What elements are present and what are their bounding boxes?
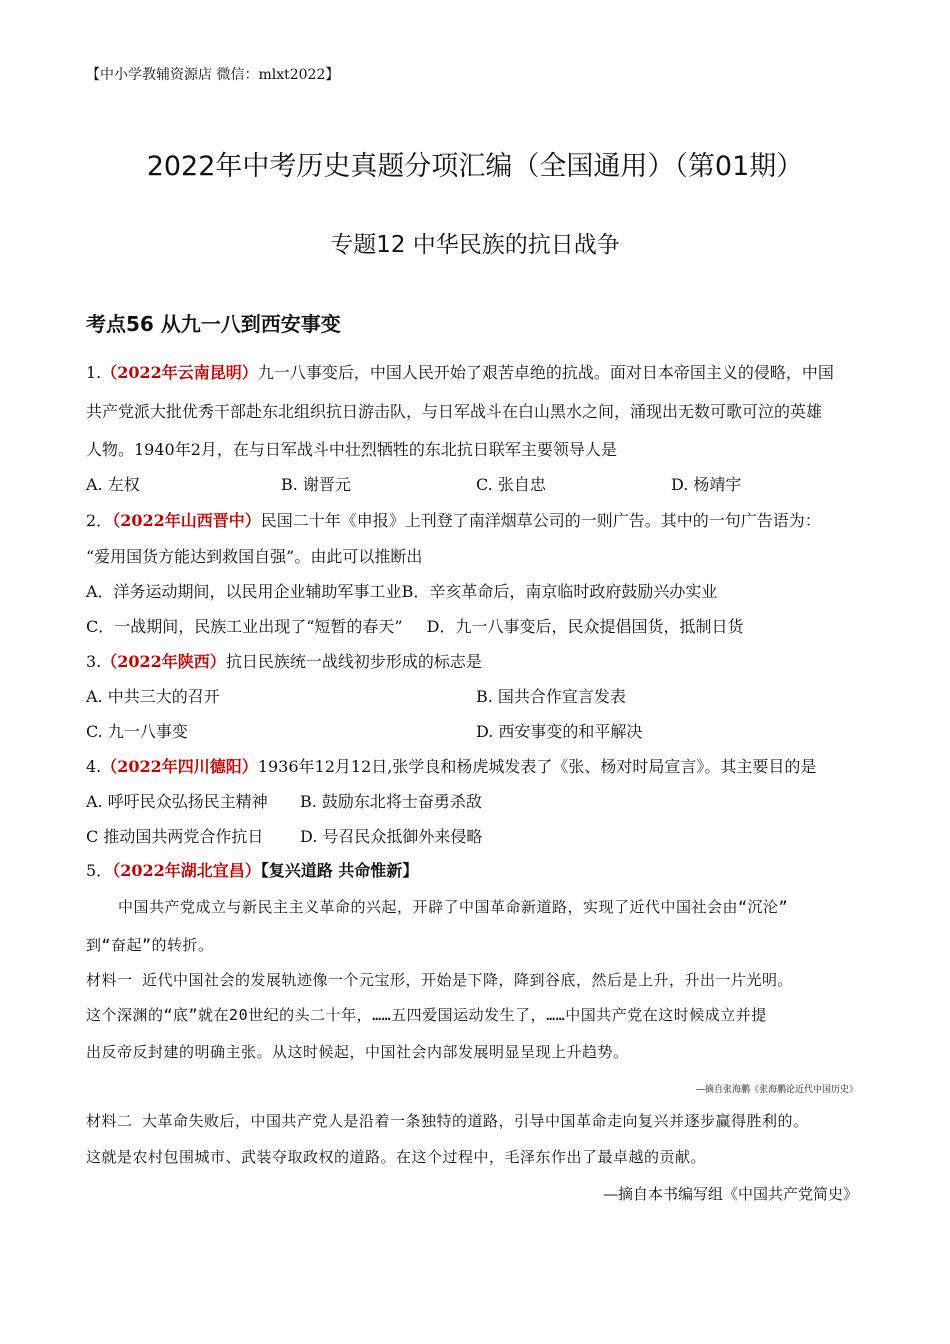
q2-option-c: C．一战期间，民族工业出现了“短暂的春天”: [86, 617, 403, 636]
q2-number: 2．: [86, 511, 113, 530]
material1-citation: —摘自张海鹏《张海鹏论近代中国历史》: [695, 1085, 858, 1095]
q2-option-a: A．洋务运动期间，以民用企业辅助军事工业: [86, 582, 402, 601]
q4-stem: [86, 754, 816, 777]
q4-option-a: A. 呼吁民众弘扬民主精神: [86, 792, 268, 811]
header-note: 【中小学教辅资源店 微信：mlxt2022】: [86, 67, 340, 83]
q1-source: （2022年云南昆明）: [101, 363, 258, 382]
material2-line2: 这就是农村包围城市、武装夺取政权的道路。在这个过程中，毛泽东作出了最卓越的贡献。: [86, 1148, 707, 1166]
q2-stem-line1: [86, 508, 821, 531]
q4-number: 4.: [86, 757, 102, 776]
q5-intro-line2: 到“奋起”的转折。: [86, 936, 214, 954]
material2-citation: —摘自本书编写组《中国共产党简史》: [602, 1185, 858, 1203]
material1-line3: 出反帝反封建的明确主张。从这时候起，中国社会内部发展明显呈现上升趋势。: [86, 1043, 629, 1061]
q3-option-b: B. 国共合作宣言发表: [476, 687, 626, 706]
page-title: 2022年中考历史真题分项汇编（全国通用）（第01期）: [146, 151, 804, 182]
q1-text1: 九一八事变后，中国人民开始了艰苦卓绝的抗战。面对日本帝国主义的侵略，中国: [257, 363, 834, 382]
q5-stem: [86, 858, 418, 881]
q2-source: （2022年山西晋中）: [112, 511, 261, 530]
q1-option-b: B. 谢晋元: [281, 475, 351, 494]
q4-source: （2022年四川德阳）: [101, 757, 258, 776]
q2-options-cd: [86, 614, 743, 637]
q2-text1: 民国二十年《申报》上刊登了南洋烟草公司的一则广告。其中的一句广告语为：: [260, 511, 821, 530]
q2-stem-line2: “爱用国货方能达到救国自强”。由此可以推断出: [86, 547, 423, 566]
q4-text: 1936年12月12日,张学良和杨虎城发表了《张、杨对时局宣言》。其主要目的是: [257, 757, 817, 776]
q5-intro-line1: 中国共产党成立与新民主主义革命的兴起，开辟了中国革命新道路，实现了近代中国社会由“沉沦”: [118, 898, 789, 916]
q3-option-d: D. 西安事变的和平解决: [476, 722, 643, 741]
q1-option-c: C. 张自忠: [476, 475, 546, 494]
material2-line1: 材料二 大革命失败后，中国共产党人是沿着一条独特的道路，引导中国革命走向复兴并逐步赢得胜利的。: [86, 1112, 809, 1130]
q4-option-c: C 推动国共两党合作抗日: [86, 827, 264, 846]
q2-option-d: D．九一八事变后，民众提倡国货，抵制日货: [426, 617, 744, 636]
material1-line1: 材料一 近代中国社会的发展轨迹像一个元宝形，开始是下降，降到谷底，然后是上升，升出一片光明。: [86, 971, 794, 989]
q2-option-b: B．辛亥革命后，南京临时政府鼓励兴办实业: [401, 582, 718, 601]
q3-source: （2022年陕西）: [101, 652, 226, 671]
q1-number: 1.: [86, 363, 102, 382]
material1-line2: 这个深渊的“底”就在20世纪的头二十年，……五四爱国运动发生了，……中国共产党在这时候成立并提: [86, 1006, 767, 1024]
q1-stem-line2: 共产党派大批优秀干部赴东北组织抗日游击队，与日军战斗在白山黑水之间，涌现出无数可歌可泣的英雄: [86, 402, 823, 421]
section-heading: 考点56 从九一八到西安事变: [86, 312, 341, 336]
page-subtitle: 专题12 中华民族的抗日战争: [330, 232, 620, 258]
q1-stem-line3: 人物。1940年2月，在与日军战斗中壮烈牺牲的东北抗日联军主要领导人是: [86, 440, 617, 459]
q3-number: 3.: [86, 652, 102, 671]
q3-option-c: C. 九一八事变: [86, 722, 188, 741]
q3-text: 抗日民族统一战线初步形成的标志是: [225, 652, 482, 671]
q1-option-a: A. 左权: [86, 475, 140, 494]
q4-option-d: D. 号召民众抵御外来侵略: [300, 827, 483, 846]
q1-option-d: D. 杨靖宇: [671, 475, 742, 494]
q4-option-b: B. 鼓励东北将士奋勇杀敌: [300, 792, 482, 811]
q2-options-ab: [86, 579, 717, 602]
q5-topic: 【复兴道路 共命惟新】: [260, 861, 419, 880]
q3-stem: [86, 649, 482, 672]
q1-stem-line1: [86, 360, 834, 383]
q5-source: （2022年湖北宜昌）: [112, 861, 261, 880]
q5-number: 5．: [86, 861, 113, 880]
q3-option-a: A. 中共三大的召开: [86, 687, 220, 706]
